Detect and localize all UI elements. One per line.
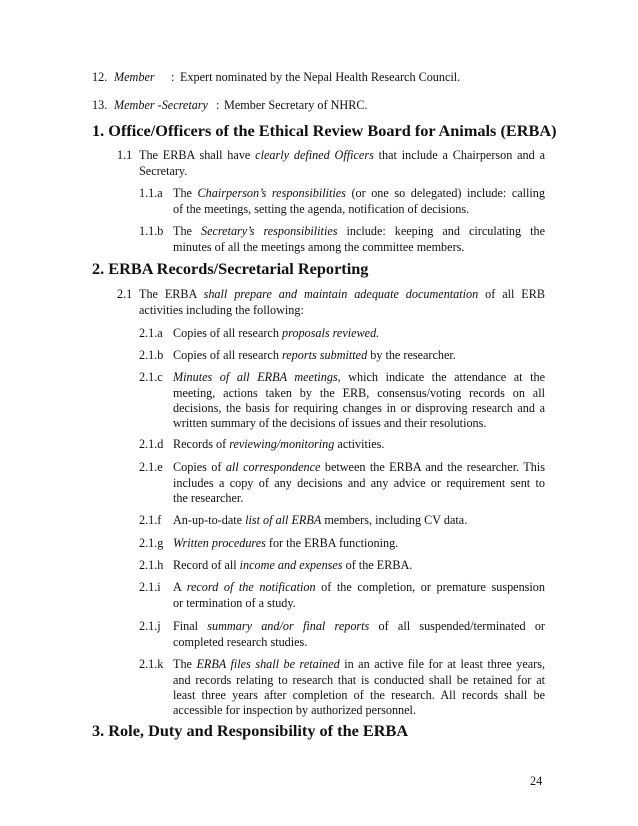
item-k-line-4: accessible for inspection by authorized personnel. (173, 703, 416, 717)
s11-line-2: Secretary. (139, 164, 188, 178)
s11b-number: 1.1.b (139, 224, 164, 238)
item-b-number: 2.1.b (139, 348, 164, 362)
item-i-line-2: or termination of a study. (173, 596, 296, 610)
s11a-line-2: of the meetings, setting the agenda, notification of decisions. (173, 202, 470, 216)
section-2-heading: 2. ERBA Records/Secretarial Reporting (92, 259, 369, 278)
item-h-number: 2.1.h (139, 558, 164, 572)
s11b-line-1: The Secretary’s responsibilities include: keeping and circulating the (173, 224, 545, 238)
s11a-line-1: The Chairperson’s responsibilities (or one so delegated) include: calling (173, 186, 545, 200)
member-13-text: Member Secretary of NHRC. (224, 98, 368, 112)
item-k-line-3: least three years after completion of the research. All records shall be (173, 688, 545, 702)
item-i-number: 2.1.i (139, 580, 161, 594)
item-e-number: 2.1.e (139, 460, 163, 474)
item-k-line-2: and records relating to research that is conducted shall be retained for at (173, 673, 545, 687)
s11-line-1: The ERBA shall have clearly defined Officers that include a Chairperson and a (139, 148, 545, 162)
item-j-number: 2.1.j (139, 619, 161, 633)
s21-line-1: The ERBA shall prepare and maintain adequate documentation of all ERB (139, 287, 545, 301)
item-c-line-1: Minutes of all ERBA meetings, which indicate the attendance at the (173, 370, 545, 384)
item-j-line-1: Final summary and/or final reports of all suspended/terminated or (173, 619, 545, 633)
item-k-line-1: The ERBA files shall be retained in an active file for at least three years, (173, 657, 545, 671)
item-f-line-1: An-up-to-date list of all ERBA members, including CV data. (173, 513, 468, 527)
section-1-heading: 1. Office/Officers of the Ethical Review Board for Animals (ERBA) (92, 121, 557, 140)
item-h-line-1: Record of all income and expenses of the ERBA. (173, 558, 413, 572)
member-12-role: Member (114, 70, 155, 84)
s11-number: 1.1 (117, 148, 133, 162)
member-13-sep: : (216, 98, 220, 112)
s11b-line-2: minutes of all the meetings among the committee members. (173, 240, 465, 254)
item-a-line-1: Copies of all research proposals reviewed. (173, 326, 380, 340)
item-c-line-3: decisions, the basis for requiring changes in or disproving research and a (173, 401, 545, 415)
item-k-number: 2.1.k (139, 657, 164, 671)
section-3-heading: 3. Role, Duty and Responsibility of the ERBA (92, 721, 409, 740)
member-12-number: 12. (92, 70, 108, 84)
item-d-number: 2.1.d (139, 437, 164, 451)
page-number: 24 (530, 774, 543, 788)
item-e-line-1: Copies of all correspondence between the ERBA and the researcher. This (173, 460, 545, 474)
item-c-number: 2.1.c (139, 370, 163, 384)
item-d-line-1: Records of reviewing/monitoring activities. (173, 437, 385, 451)
s21-number: 2.1 (117, 287, 133, 301)
member-12-sep: : (171, 70, 175, 84)
item-f-number: 2.1.f (139, 513, 162, 527)
item-g-line-1: Written procedures for the ERBA functioning. (173, 536, 399, 550)
item-e-line-3: the researcher. (173, 491, 244, 505)
member-13-number: 13. (92, 98, 108, 112)
member-13-role: Member -Secretary (114, 98, 208, 112)
item-i-line-1: A record of the notification of the completion, or premature suspension (173, 580, 545, 594)
item-e-line-2: includes a copy of any decisions and any advice or requirement sent to (173, 476, 545, 490)
item-c-line-2: meeting, actions taken by the ERB, consensus/voting records on all (173, 386, 545, 400)
s11a-number: 1.1.a (139, 186, 163, 200)
item-j-line-2: completed research studies. (173, 635, 308, 649)
s21-line-2: activities including the following: (139, 303, 304, 317)
item-g-number: 2.1.g (139, 536, 164, 550)
item-c-line-4: written summary of the decisions of issues and their resolutions. (173, 416, 487, 430)
item-b-line-1: Copies of all research reports submitted by the researcher. (173, 348, 456, 362)
member-12-text: Expert nominated by the Nepal Health Research Council. (180, 70, 461, 84)
item-a-number: 2.1.a (139, 326, 163, 340)
